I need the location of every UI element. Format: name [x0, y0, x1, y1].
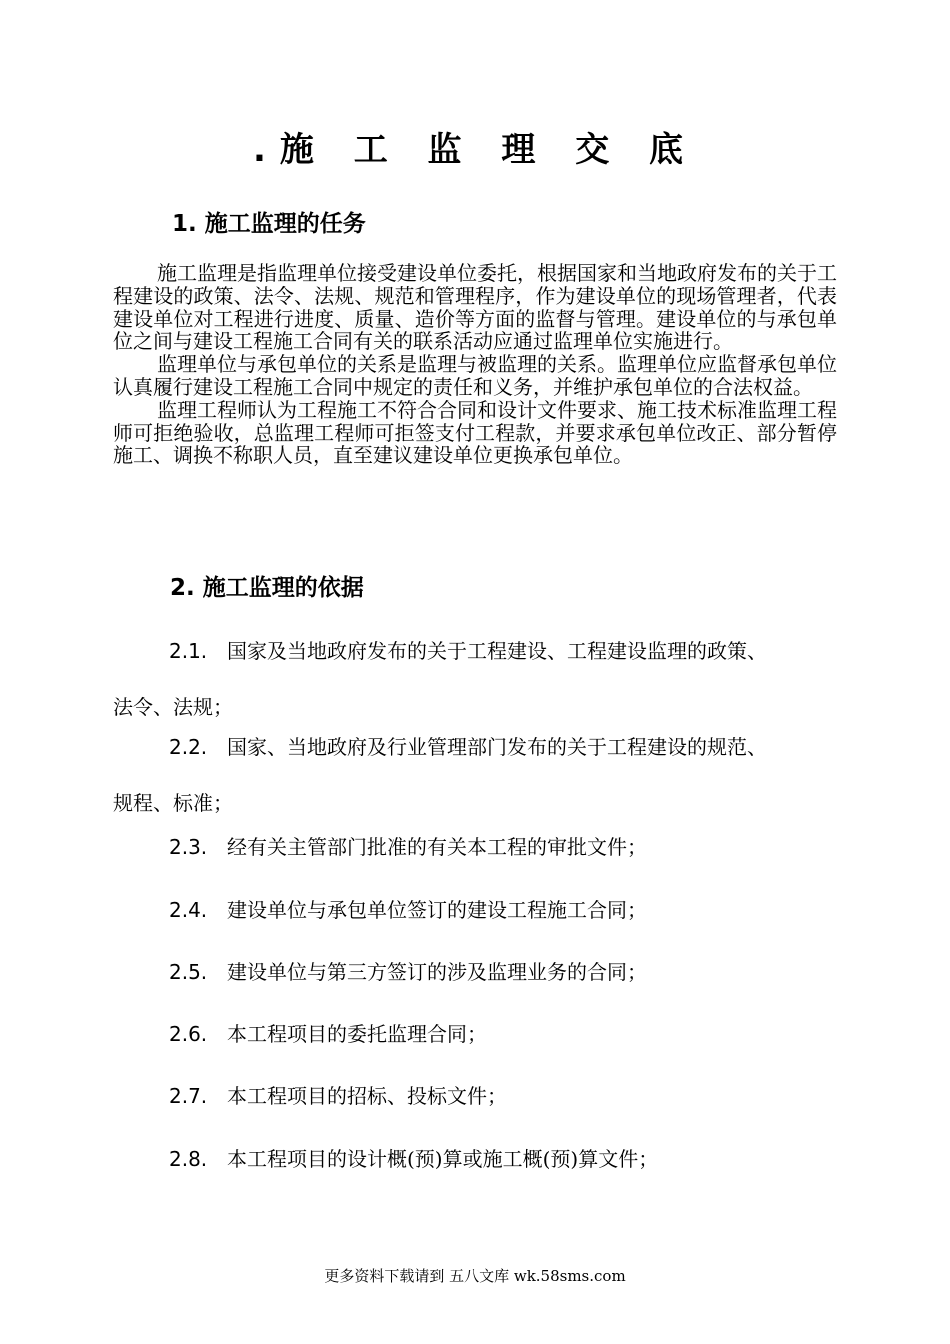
paragraph: 施工监理是指监理单位接受建设单位委托，根据国家和当地政府发布的关于工程建设的政策、法令、法规、规范和管理程序，作为建设单位的现场管理者，代表建设单位对工程进行进度、质量、造价等方面的监督与管理。建设单位的与承包单位之间与建设工程施工合同有关的联系活动应通过监理单位实施进行。 [113, 261, 837, 354]
item-text: 本工程项目的招标、投标文件； [227, 1084, 507, 1108]
item-text: 经有关主管部门批准的有关本工程的审批文件； [227, 835, 647, 859]
basis-item [113, 719, 837, 831]
item-number: 2.3. [169, 835, 208, 859]
footer-note: 更多资料下载请到 五八文库 wk.58sms.com [324, 1267, 626, 1285]
item-text: 本工程项目的设计概(预)算或施工概(预)算文件； [227, 1147, 659, 1171]
paragraph: 监理单位与承包单位的关系是监理与被监理的关系。监理单位应监督承包单位认真履行建设工程施工合同中规定的责任和义务，并维护承包单位的合法权益。 [113, 352, 837, 399]
item-text: 国家、当地政府及行业管理部门发布的关于工程建设的规范、 [227, 735, 767, 759]
section-1-body [113, 262, 837, 467]
item-number: 2.4. [169, 898, 208, 922]
paragraph: 监理工程师认为工程施工不符合合同和设计文件要求、施工技术标准监理工程师可拒绝验收，总监理工程师可拒签支付工程款，并要求承包单位改正、部分暂停施工、调换不称职人员，直至建议建设单位更换承包单位。 [113, 397, 837, 468]
basis-item [113, 882, 837, 938]
item-number: 2.7. [169, 1084, 208, 1108]
item-number: 2.6. [169, 1022, 208, 1046]
item-text: 建设单位与第三方签订的涉及监理业务的合同； [227, 960, 647, 984]
basis-item [113, 1068, 837, 1124]
basis-item [113, 819, 837, 875]
item-text: 建设单位与承包单位签订的建设工程施工合同； [227, 898, 647, 922]
item-text: 国家及当地政府发布的关于工程建设、工程建设监理的政策、 [227, 639, 767, 663]
section-2-heading: 2. 施工监理的依据 [170, 575, 364, 601]
item-number: 2.1. [169, 639, 208, 663]
basis-item [113, 1131, 837, 1187]
item-number: 2.2. [169, 735, 208, 759]
basis-item [113, 1006, 837, 1062]
document-title: .施 工 监 理 交 底 [252, 130, 698, 170]
item-text: 本工程项目的委托监理合同； [227, 1022, 487, 1046]
item-text-continued: 规程、标准； [113, 791, 233, 815]
item-number: 2.8. [169, 1147, 208, 1171]
section-1-heading: 1. 施工监理的任务 [172, 211, 366, 237]
item-text-continued: 法令、法规； [113, 695, 233, 719]
basis-item [113, 944, 837, 1000]
item-number: 2.5. [169, 960, 208, 984]
